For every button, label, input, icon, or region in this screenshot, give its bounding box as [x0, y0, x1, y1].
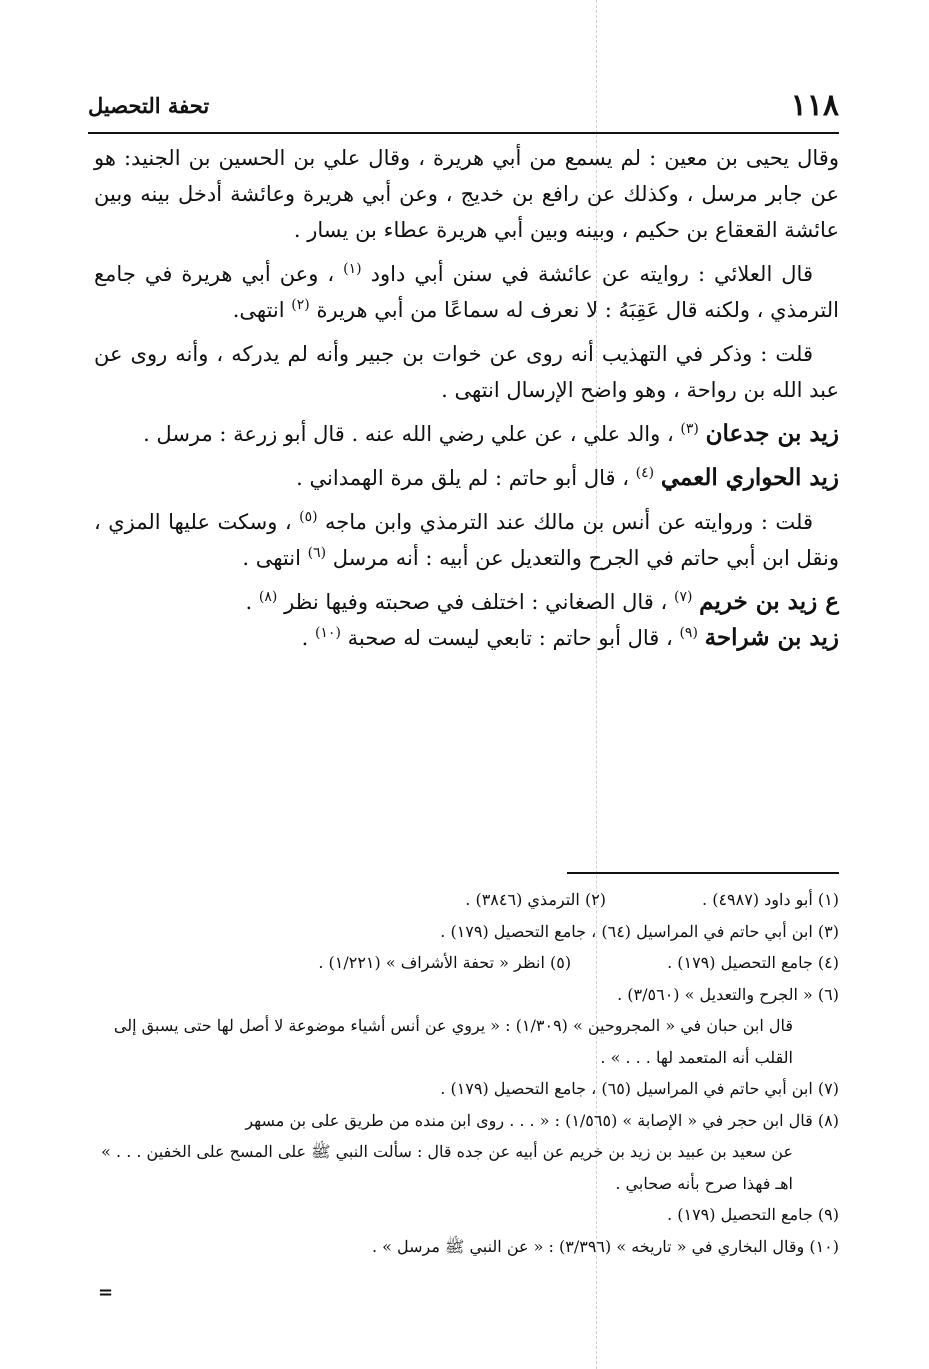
- running-title: تحفة التحصيل: [88, 92, 210, 118]
- entry-zayd-shuraha: [94, 620, 839, 656]
- narrator-name: زيد بن جدعان: [705, 420, 839, 447]
- footnote-3: (٣) ابن أبي حاتم في المراسيل (٦٤) ، جامع التحصيل (١٧٩) .: [440, 921, 839, 941]
- page-number: ١١٨: [790, 87, 839, 123]
- footnote-6: (٦) « الجرح والتعديل » (٣/٥٦٠) .: [617, 984, 839, 1004]
- footnote-row: [92, 884, 839, 916]
- paragraph-tahdhib: قلت : وذكر في التهذيب أنه روى عن خوات بن جبير وأنه لم يدركه ، وأنه روى عن عبد الله بن رواحة ، وهو واضح الإرسال انتهى .: [94, 342, 839, 402]
- footnote-9: (٩) جامع التحصيل (١٧٩) .: [667, 1205, 839, 1224]
- paragraph-anas: [94, 504, 839, 576]
- footnote-row: [92, 947, 839, 979]
- text-segment: قلت : وروايته عن أنس بن مالك عند الترمذي وابن ماجه: [325, 510, 813, 534]
- footnote-5: (٥) انظر « تحفة الأشراف » (١/٢٢١) .: [318, 953, 572, 972]
- footnote-8-continuation: عن سعيد بن عبيد بن زيد بن خريم عن أبيه عن جده قال : سألت النبي ﷺ على المسح على الخفين . . . » اهـ فهذا صرح بأنه صحابي .: [101, 1142, 793, 1193]
- text-segment: انتهى .: [242, 546, 301, 570]
- footnote-4: (٤) جامع التحصيل (١٧٩) .: [667, 953, 839, 972]
- narrator-name: ع زيد بن خريم: [699, 588, 839, 615]
- footnotes: [92, 884, 839, 1262]
- entry-end: .: [245, 590, 253, 614]
- narrator-name: زيد بن شراحة: [704, 624, 839, 651]
- footnote-10: (١٠) وقال البخاري في « تاريخه » (٣/٣٩٦) : « عن النبي ﷺ مرسل » .: [371, 1236, 839, 1256]
- entry-text: ، قال الصغاني : اختلف في صحبته وفيها نظر: [284, 590, 668, 614]
- footnote-ref: (٤): [635, 465, 655, 481]
- entry-zayd-hawari: [94, 460, 839, 496]
- text-segment: قال العلائي : روايته عن عائشة في سنن أبي داود: [370, 262, 813, 286]
- main-text: [94, 140, 839, 656]
- entry-zayd-jadaan: [94, 416, 839, 452]
- page-header: [88, 82, 839, 128]
- text-segment: انتهى.: [232, 298, 285, 322]
- footnote-ref: (٧): [673, 589, 693, 605]
- footnote-ref: (١): [343, 261, 362, 277]
- footnote-ref: (٣): [680, 421, 699, 437]
- text-segment: ، وسكت عليها المزي ، ونقل ابن أبي حاتم في الجرح والتعديل عن أبيه : أنه مرسل: [94, 510, 839, 570]
- footnote-6-continuation: قال ابن حبان في « المجروحين » (١/٣٠٩) : « يروي عن أنس أشياء موضوعة لا أصل لها حتى يسبق إلى القلب أنه المتعمد لها . . . » .: [113, 1016, 793, 1067]
- header-rule: [88, 132, 839, 134]
- entry-text: ، قال أبو حاتم : تابعي ليست له صحبة: [347, 626, 673, 650]
- paragraph-alai: [94, 256, 839, 328]
- entry-end: .: [301, 626, 309, 650]
- footnote-ref: (٦): [307, 545, 327, 561]
- footnote-1: (١) أبو داود (٤٩٨٧) .: [702, 890, 839, 909]
- footnote-ref: (٨): [258, 589, 278, 605]
- entry-text: ، والد علي ، عن علي رضي الله عنه . قال أبو زرعة : مرسل .: [143, 422, 674, 446]
- footnote-ref: (٥): [299, 509, 318, 525]
- entry-zayd-khuraym: [94, 584, 839, 620]
- paragraph-yahya: وقال يحيى بن معين : لم يسمع من أبي هريرة ، وقال علي بن الحسين بن الجنيد: هو عن جابر مرسل ، وكذلك عن رافع بن خديج ، وعن أبي هريرة وعائشة أدخل بينه وبين عائشة القعقاع بن حكيم ، وبينه وبين أبي هريرة عطاء بن يسار .: [94, 146, 839, 242]
- footnote-ref: (٢): [291, 297, 310, 313]
- continuation-mark: =: [98, 1282, 114, 1303]
- footnote-ref: (١٠): [314, 625, 341, 641]
- footnote-7: (٧) ابن أبي حاتم في المراسيل (٦٥) ، جامع التحصيل (١٧٩) .: [440, 1079, 839, 1098]
- footnote-2: (٢) الترمذي (٣٨٤٦) .: [465, 890, 607, 909]
- footnote-ref: (٩): [679, 625, 698, 641]
- footnote-rule: [567, 872, 839, 874]
- text-segment: ، وعن أبي هريرة في جامع الترمذي ، ولكنه قال عَقِبَهُ : لا نعرف له سماعًا من أبي هريرة: [94, 262, 839, 322]
- footnote-8: (٨) قال ابن حجر في « الإصابة » (١/٥٦٥) : « . . . روى ابن منده من طريق على بن مسهر: [245, 1110, 839, 1130]
- entry-text: ، قال أبو حاتم : لم يلق مرة الهمداني .: [296, 466, 629, 490]
- narrator-name: زيد الحواري العمي: [660, 464, 839, 491]
